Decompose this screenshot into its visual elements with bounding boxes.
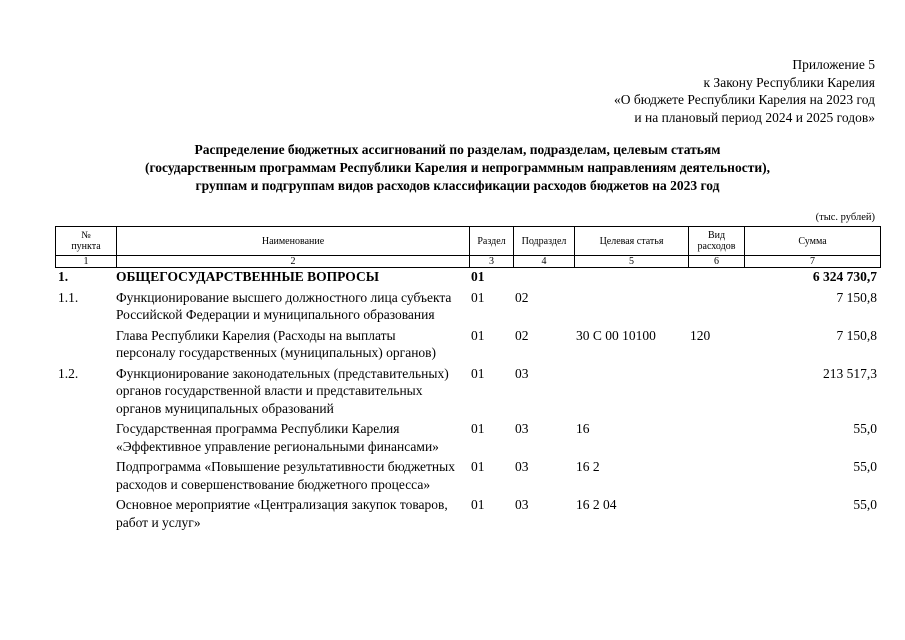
row-name: ОБЩЕГОСУДАРСТВЕННЫЕ ВОПРОСЫ <box>116 269 379 284</box>
row-kind <box>688 289 744 327</box>
row-target: 16 2 <box>576 459 600 474</box>
col-number-5: 5 <box>575 256 689 268</box>
row-subsection <box>513 268 574 289</box>
row-section: 01 <box>471 327 485 343</box>
header-section: Раздел <box>470 227 514 256</box>
budget-table <box>55 268 880 534</box>
row-subsection: 03 <box>515 459 529 474</box>
header-target: Целевая статья <box>575 227 689 256</box>
row-subsection: 03 <box>515 497 529 512</box>
col-number-3: 3 <box>470 256 514 268</box>
row-name: Функционирование законодательных (представительных) органов государственной власти и представительных органов муниципальных образований <box>116 365 449 416</box>
row-num: 1.1. <box>58 289 79 305</box>
annex-line-1: Приложение 5 <box>792 57 875 72</box>
annex-line-3: «О бюджете Республики Карелия на 2023 год <box>613 92 875 107</box>
header-kind-line-2: расходов <box>697 241 736 252</box>
header-sum: Сумма <box>745 227 881 256</box>
row-kind: 120 <box>690 327 711 343</box>
row-name: Государственная программа Республики Карелия «Эффективное управление региональными финансами» <box>116 421 439 454</box>
table-row <box>55 420 880 458</box>
header-subsection: Подраздел <box>514 227 575 256</box>
row-section: 01 <box>471 289 485 305</box>
row-sum: 55,0 <box>853 421 877 436</box>
header-num-line-2: пункта <box>71 241 101 252</box>
row-num: 1.2. <box>58 365 79 381</box>
row-section: 01 <box>471 421 485 436</box>
row-sum: 213 517,3 <box>823 365 877 381</box>
row-target: 16 <box>576 421 590 436</box>
annex-header <box>455 56 875 126</box>
units-label: (тыс. рублей) <box>815 212 875 223</box>
header-kind <box>689 227 745 256</box>
row-kind <box>688 268 744 289</box>
header-num-line-1: № <box>81 230 91 241</box>
row-kind <box>688 458 744 496</box>
title-line-3: группам и подгруппам видов расходов классификации расходов бюджетов на 2023 год <box>195 178 720 193</box>
row-subsection: 02 <box>515 327 529 343</box>
row-name: Основное мероприятие «Централизация закупок товаров, работ и услуг» <box>116 497 448 530</box>
header-name: Наименование <box>117 227 470 256</box>
row-num <box>55 496 116 534</box>
table-row <box>55 327 880 365</box>
table-row <box>55 268 880 289</box>
row-target: 16 2 04 <box>576 497 617 512</box>
col-number-7: 7 <box>745 256 881 268</box>
row-section: 01 <box>471 269 485 284</box>
col-number-4: 4 <box>514 256 575 268</box>
row-name: Подпрограмма «Повышение результативности бюджетных расходов и совершенствование бюджетного процесса» <box>116 459 455 492</box>
table-header <box>55 226 881 268</box>
annex-line-2: к Закону Республики Карелия <box>703 74 875 90</box>
row-name: Функционирование высшего должностного лица субъекта Российской Федерации и муниципального образования <box>116 289 452 322</box>
row-subsection: 02 <box>515 289 529 305</box>
col-number-1: 1 <box>56 256 117 268</box>
row-num: 1. <box>58 269 69 284</box>
row-target <box>574 289 688 327</box>
row-target <box>574 268 688 289</box>
table-row <box>55 289 880 327</box>
row-kind <box>688 496 744 534</box>
row-section: 01 <box>471 497 485 512</box>
col-number-6: 6 <box>689 256 745 268</box>
annex-line-4: и на плановый период 2024 и 2025 годов» <box>634 109 875 125</box>
row-kind <box>688 420 744 458</box>
row-sum: 55,0 <box>853 459 877 474</box>
row-target <box>574 365 688 421</box>
row-num <box>55 458 116 496</box>
row-num <box>55 420 116 458</box>
title-line-2: (государственным программам Республики Карелия и непрограммным направлениям деятельности), <box>144 160 770 175</box>
row-num <box>55 327 116 365</box>
header-num <box>56 227 117 256</box>
row-sum: 55,0 <box>853 497 877 512</box>
table-row <box>55 458 880 496</box>
row-sum: 6 324 730,7 <box>812 269 877 284</box>
row-sum: 7 150,8 <box>836 327 877 343</box>
table-row <box>55 496 880 534</box>
table-row <box>55 365 880 421</box>
row-name: Глава Республики Карелия (Расходы на выплаты персоналу государственных (муниципальных) органов) <box>116 327 437 360</box>
row-subsection: 03 <box>515 365 529 381</box>
row-subsection: 03 <box>515 421 529 436</box>
title-line-1: Распределение бюджетных ассигнований по разделам, подразделам, целевым статьям <box>194 142 721 157</box>
row-section: 01 <box>471 365 485 381</box>
row-sum: 7 150,8 <box>836 289 877 305</box>
document-title <box>90 141 825 195</box>
row-target: 30 С 00 10100 <box>576 327 656 343</box>
col-number-2: 2 <box>117 256 470 268</box>
row-kind <box>688 365 744 421</box>
header-kind-line-1: Вид <box>707 230 726 241</box>
row-section: 01 <box>471 459 485 474</box>
